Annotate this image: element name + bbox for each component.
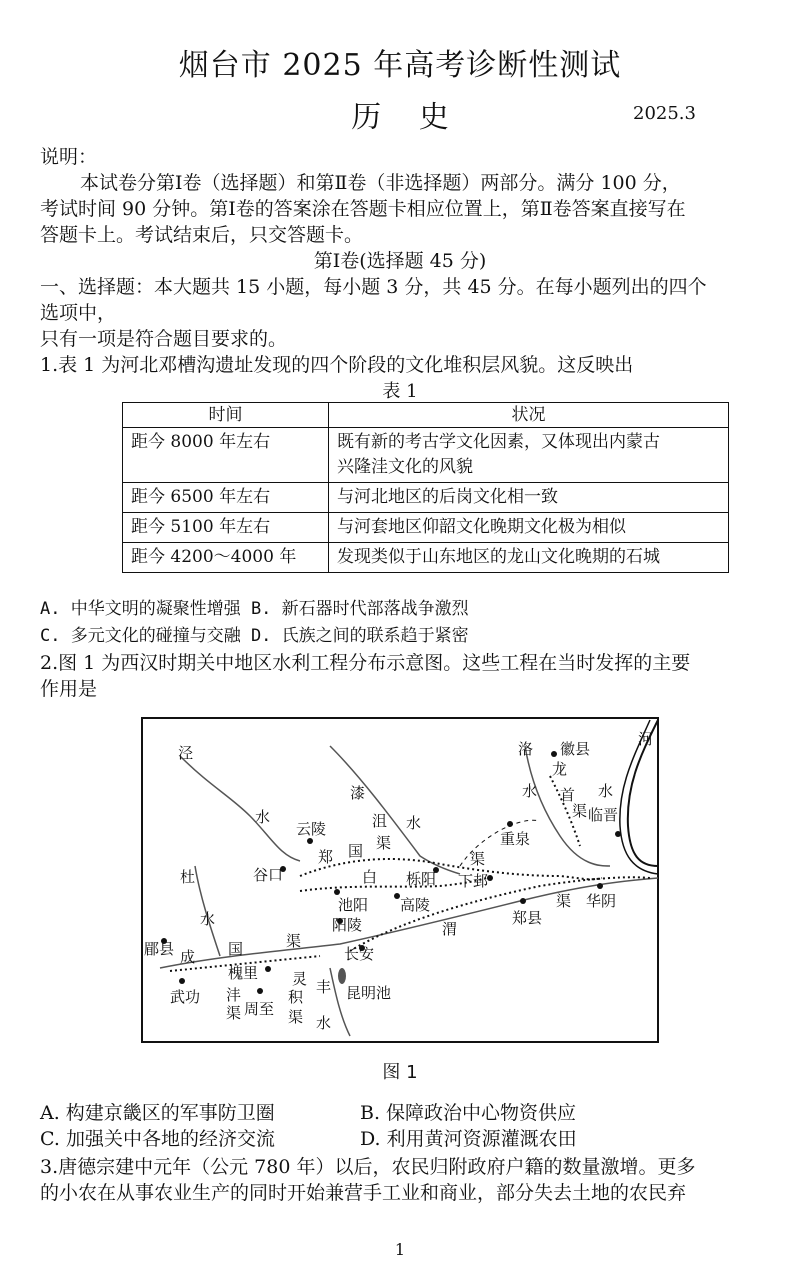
map-label-chi-yang: 池阳 — [338, 896, 369, 914]
city-dot — [265, 966, 271, 972]
map-frame — [142, 718, 658, 1042]
map-label-shui: 水 — [200, 910, 216, 928]
table-cell-status-line: 既有新的考古学文化因素，又体现出内蒙古 — [337, 432, 660, 452]
map-label-chang-an: 长安 — [344, 945, 375, 963]
part1-heading: 第Ⅰ卷(选择题 45 分) — [313, 250, 487, 272]
city-dot — [507, 821, 513, 827]
table-header-status: 状况 — [329, 403, 729, 428]
map-label-shui: 水 — [316, 1014, 332, 1032]
map-label-qu: 渠 — [286, 932, 302, 950]
map-label-guo: 国 — [348, 842, 364, 860]
q1-stem: 1.表 1 为河北邓槽沟遗址发现的四个阶段的文化堆积层风貌。这反映出 — [40, 354, 634, 376]
table-row — [123, 483, 729, 513]
q3-stem-line-2: 的小农在从事农业生产的同时开始兼营手工业和商业，部分失去土地的农民弃 — [40, 1182, 687, 1204]
map-label-hui-xian: 徽县 — [560, 740, 591, 758]
map-label-du: 杜 — [180, 868, 196, 886]
figure-caption: 图 1 — [382, 1062, 418, 1083]
city-dot — [551, 751, 557, 757]
table-cell-status: 发现类似于山东地区的龙山文化晚期的石城 — [329, 543, 729, 573]
map-label-zheng: 郑 — [318, 848, 334, 866]
map-label-cheng: 成 — [180, 948, 196, 966]
table-cell-status-line: 兴隆洼文化的风貌 — [337, 457, 473, 477]
q1-options-line-2: C. 多元文化的碰撞与交融 D. 氏族之间的联系趋于紧密 — [40, 626, 469, 646]
city-dot — [334, 889, 340, 895]
map-label-gu-kou: 谷口 — [253, 866, 284, 884]
table-row — [123, 513, 729, 543]
table-header-row — [123, 403, 729, 428]
irrigation-map — [140, 716, 660, 1044]
subject-title: 历 史 — [351, 100, 463, 135]
q2-option-d: D. 利用黄河资源灌溉农田 — [360, 1128, 577, 1150]
map-label-yue-yang: 栎阳 — [406, 870, 437, 888]
map-label-long: 龙 — [552, 760, 568, 778]
exam-title: 烟台市 2025 年高考诊断性测试 — [178, 48, 622, 83]
map-label-yun-ling: 云陵 — [296, 820, 327, 838]
map-label-ling: 灵 — [292, 970, 308, 988]
culture-table — [122, 402, 729, 573]
q1-options-line-1: A. 中华文明的凝聚性增强 B. 新石器时代部落战争激烈 — [40, 599, 469, 619]
map-label-he: 河 — [638, 730, 654, 748]
map-label-ji: 积 — [288, 988, 304, 1006]
map-label-mei-xian: 郿县 — [144, 940, 175, 958]
map-label-guo: 国 — [228, 940, 244, 958]
map-label-ju: 沮 — [372, 812, 388, 830]
map-label-qu: 渠 — [470, 850, 486, 868]
map-label-jing: 泾 — [178, 744, 194, 762]
map-label-shui: 水 — [255, 808, 271, 826]
city-dot — [307, 838, 313, 844]
map-label-lin-jin: 临晋 — [588, 806, 619, 824]
table-cell-status: 与河套地区仰韶文化晚期文化极为相似 — [329, 513, 729, 543]
map-label-wei: 渭 — [442, 920, 458, 938]
map-label-chong-quan: 重泉 — [500, 830, 531, 848]
map-label-wu-gong: 武功 — [170, 988, 201, 1006]
table-cell-time: 距今 6500 年左右 — [123, 483, 329, 513]
map-label-feng: 沣 — [226, 986, 242, 1004]
q2-stem-line-2: 作用是 — [40, 678, 98, 700]
table-header-time: 时间 — [123, 403, 329, 428]
map-label-qu: 渠 — [572, 802, 588, 820]
map-label-shui: 水 — [406, 814, 422, 832]
city-dot — [179, 978, 185, 984]
map-label-feng2: 丰 — [316, 978, 332, 996]
table-cell-status — [329, 428, 729, 483]
map-label-zheng-xian: 郑县 — [512, 909, 543, 927]
instructions-line-3: 答题卡上。考试结束后，只交答题卡。 — [40, 224, 364, 246]
instructions-line-1: 本试卷分第Ⅰ卷（选择题）和第Ⅱ卷（非选择题）两部分。满分 100 分， — [80, 172, 681, 194]
table-row — [123, 428, 729, 483]
section-instruction-line-2: 选项中， — [40, 302, 117, 324]
city-dot — [257, 988, 263, 994]
map-label-qu: 渠 — [376, 834, 392, 852]
map-label-luo: 洛 — [518, 740, 534, 758]
kunming-lake — [338, 968, 346, 984]
map-label-gao-ling: 高陵 — [400, 896, 431, 914]
city-dot — [597, 883, 603, 889]
table-cell-time: 距今 4200～4000 年 — [123, 543, 329, 573]
map-label-zhou-zhi: 周至 — [244, 1000, 275, 1018]
map-label-kun-ming-chi: 昆明池 — [346, 984, 392, 1002]
instructions-label: 说明： — [40, 146, 98, 168]
q2-option-c: C. 加强关中各地的经济交流 — [40, 1128, 275, 1150]
q2-stem-line-1: 2.图 1 为西汉时期关中地区水利工程分布示意图。这些工程在当时发挥的主要 — [40, 652, 691, 674]
instructions-line-2: 考试时间 90 分钟。第Ⅰ卷的答案涂在答题卡相应位置上，第Ⅱ卷答案直接写在 — [40, 198, 686, 220]
map-label-qu: 渠 — [556, 892, 572, 910]
map-label-qu: 渠 — [288, 1008, 304, 1026]
map-label-hua-yin: 华阴 — [586, 892, 617, 910]
map-label-shui: 水 — [598, 782, 614, 800]
table-cell-time: 距今 8000 年左右 — [123, 428, 329, 483]
map-label-bai: 白 — [362, 868, 378, 886]
city-dot — [615, 831, 621, 837]
map-label-qi: 漆 — [350, 784, 366, 802]
q2-option-b: B. 保障政治中心物资供应 — [360, 1102, 577, 1124]
exam-date: 2025.3 — [633, 103, 696, 124]
q3-stem-line-1: 3.唐德宗建中元年（公元 780 年）以后，农民归附政府户籍的数量激增。更多 — [40, 1156, 696, 1178]
table-row — [123, 543, 729, 573]
map-label-huai-li: 槐里 — [228, 964, 259, 982]
section-instruction-line-1: 一、选择题：本大题共 15 小题，每小题 3 分，共 45 分。在每小题列出的四个 — [40, 276, 707, 298]
map-label-xia-gui: 下邽 — [458, 872, 489, 890]
q2-option-a: A. 构建京畿区的军事防卫圈 — [40, 1102, 275, 1124]
page-number: 1 — [394, 1240, 406, 1259]
map-label-shou: 首 — [560, 786, 576, 804]
table-caption: 表 1 — [382, 381, 418, 402]
map-label-shui: 水 — [522, 782, 538, 800]
map-label-qu: 渠 — [226, 1004, 242, 1022]
city-dot — [520, 898, 526, 904]
table-cell-status: 与河北地区的后岗文化相一致 — [329, 483, 729, 513]
section-instruction-line-3: 只有一项是符合题目要求的。 — [40, 328, 288, 350]
table-cell-time: 距今 5100 年左右 — [123, 513, 329, 543]
map-label-yang-ling: 阳陵 — [332, 916, 363, 934]
